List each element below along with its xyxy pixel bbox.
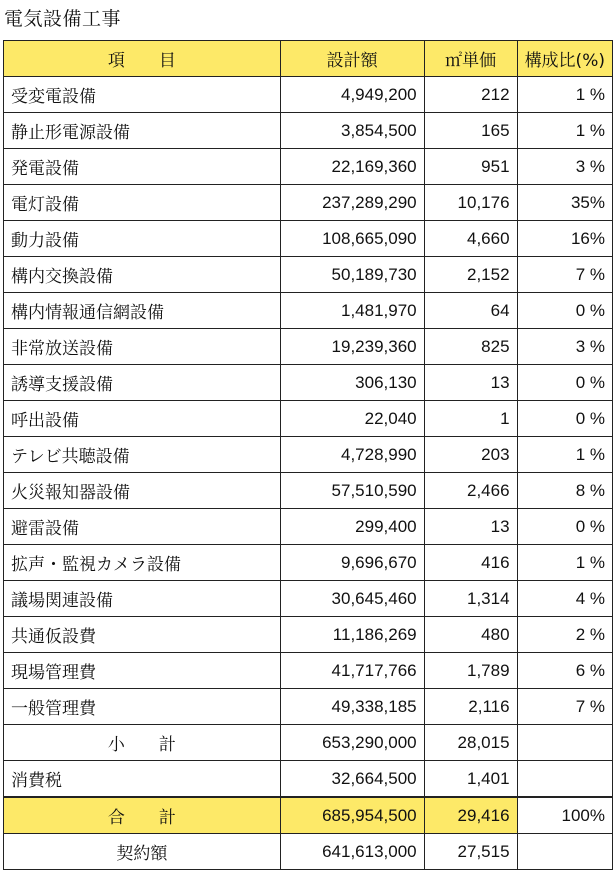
row-item-name: 構内情報通信網設備 [4, 293, 281, 329]
row-item-name: 共通仮設費 [4, 617, 281, 653]
row-design-amount: 306,130 [280, 365, 424, 401]
row-unit-price: 165 [424, 113, 517, 149]
table-row [4, 545, 613, 581]
table-row [4, 113, 613, 149]
row-design-amount: 57,510,590 [280, 473, 424, 509]
total-ratio: 100% [517, 797, 612, 834]
row-design-amount: 41,717,766 [280, 653, 424, 689]
row-design-amount: 11,186,269 [280, 617, 424, 653]
row-design-amount: 22,169,360 [280, 149, 424, 185]
column-header-design-amount: 設計額 [280, 41, 424, 77]
row-ratio: 1 % [517, 113, 612, 149]
row-item-name: 一般管理費 [4, 689, 281, 725]
table-row [4, 617, 613, 653]
tax-unit-price: 1,401 [424, 761, 517, 798]
contract-row [4, 834, 613, 870]
row-unit-price: 480 [424, 617, 517, 653]
table-body [4, 77, 613, 725]
subtotal-label: 小 計 [4, 725, 281, 761]
row-design-amount: 3,854,500 [280, 113, 424, 149]
row-design-amount: 4,728,990 [280, 437, 424, 473]
row-ratio: 0 % [517, 509, 612, 545]
row-item-name: 静止形電源設備 [4, 113, 281, 149]
total-label: 合 計 [4, 797, 281, 834]
row-ratio: 7 % [517, 257, 612, 293]
row-design-amount: 19,239,360 [280, 329, 424, 365]
table-row [4, 149, 613, 185]
row-unit-price: 10,176 [424, 185, 517, 221]
row-ratio: 0 % [517, 401, 612, 437]
table-row [4, 77, 613, 113]
row-item-name: 議場関連設備 [4, 581, 281, 617]
row-ratio: 8 % [517, 473, 612, 509]
row-ratio: 3 % [517, 329, 612, 365]
column-header-item: 項 目 [4, 41, 281, 77]
row-design-amount: 9,696,670 [280, 545, 424, 581]
row-design-amount: 22,040 [280, 401, 424, 437]
total-unit-price: 29,416 [424, 797, 517, 834]
tax-row [4, 761, 613, 798]
table-row [4, 653, 613, 689]
row-ratio: 16% [517, 221, 612, 257]
column-header-ratio: 構成比(%) [517, 41, 612, 77]
row-design-amount: 4,949,200 [280, 77, 424, 113]
row-unit-price: 416 [424, 545, 517, 581]
row-item-name: 受変電設備 [4, 77, 281, 113]
row-ratio: 1 % [517, 545, 612, 581]
table-row [4, 185, 613, 221]
row-ratio: 0 % [517, 365, 612, 401]
table-row [4, 257, 613, 293]
contract-label: 契約額 [4, 834, 281, 870]
table-row [4, 293, 613, 329]
subtotal-ratio-empty [517, 725, 612, 761]
total-amount: 685,954,500 [280, 797, 424, 834]
table-row [4, 365, 613, 401]
table-row [4, 401, 613, 437]
row-ratio: 7 % [517, 689, 612, 725]
row-unit-price: 951 [424, 149, 517, 185]
row-ratio: 35% [517, 185, 612, 221]
row-item-name: 火災報知器設備 [4, 473, 281, 509]
row-unit-price: 203 [424, 437, 517, 473]
row-unit-price: 13 [424, 509, 517, 545]
row-item-name: テレビ共聴設備 [4, 437, 281, 473]
tax-amount: 32,664,500 [280, 761, 424, 798]
contract-amount: 641,613,000 [280, 834, 424, 870]
row-unit-price: 1,789 [424, 653, 517, 689]
subtotal-amount: 653,290,000 [280, 725, 424, 761]
row-item-name: 発電設備 [4, 149, 281, 185]
row-ratio: 2 % [517, 617, 612, 653]
row-item-name: 非常放送設備 [4, 329, 281, 365]
row-ratio: 1 % [517, 77, 612, 113]
row-design-amount: 49,338,185 [280, 689, 424, 725]
row-item-name: 呼出設備 [4, 401, 281, 437]
row-design-amount: 50,189,730 [280, 257, 424, 293]
row-ratio: 6 % [517, 653, 612, 689]
row-unit-price: 2,116 [424, 689, 517, 725]
row-unit-price: 1,314 [424, 581, 517, 617]
table-row [4, 221, 613, 257]
table-row [4, 509, 613, 545]
table-row [4, 581, 613, 617]
row-unit-price: 2,466 [424, 473, 517, 509]
row-design-amount: 1,481,970 [280, 293, 424, 329]
row-item-name: 避雷設備 [4, 509, 281, 545]
row-item-name: 電灯設備 [4, 185, 281, 221]
row-unit-price: 212 [424, 77, 517, 113]
table-row [4, 689, 613, 725]
row-ratio: 0 % [517, 293, 612, 329]
tax-label: 消費税 [4, 761, 281, 798]
row-unit-price: 1 [424, 401, 517, 437]
row-ratio: 3 % [517, 149, 612, 185]
row-unit-price: 825 [424, 329, 517, 365]
table-row [4, 437, 613, 473]
row-design-amount: 237,289,290 [280, 185, 424, 221]
table-row [4, 329, 613, 365]
cost-table [3, 40, 613, 870]
row-design-amount: 30,645,460 [280, 581, 424, 617]
row-unit-price: 4,660 [424, 221, 517, 257]
row-unit-price: 2,152 [424, 257, 517, 293]
table-row [4, 473, 613, 509]
total-row [4, 797, 613, 834]
contract-unit-price: 27,515 [424, 834, 517, 870]
subtotal-unit-price: 28,015 [424, 725, 517, 761]
row-item-name: 拡声・監視カメラ設備 [4, 545, 281, 581]
row-item-name: 動力設備 [4, 221, 281, 257]
table-header-row [4, 41, 613, 77]
row-item-name: 構内交換設備 [4, 257, 281, 293]
row-design-amount: 299,400 [280, 509, 424, 545]
subtotal-row [4, 725, 613, 761]
page-title: 電気設備工事 [4, 8, 122, 30]
tax-ratio-empty [517, 761, 612, 798]
row-ratio: 1 % [517, 437, 612, 473]
row-item-name: 現場管理費 [4, 653, 281, 689]
row-design-amount: 108,665,090 [280, 221, 424, 257]
contract-ratio-empty [517, 834, 612, 870]
row-item-name: 誘導支援設備 [4, 365, 281, 401]
column-header-unit-price: ㎡単価 [424, 41, 517, 77]
row-ratio: 4 % [517, 581, 612, 617]
row-unit-price: 64 [424, 293, 517, 329]
row-unit-price: 13 [424, 365, 517, 401]
